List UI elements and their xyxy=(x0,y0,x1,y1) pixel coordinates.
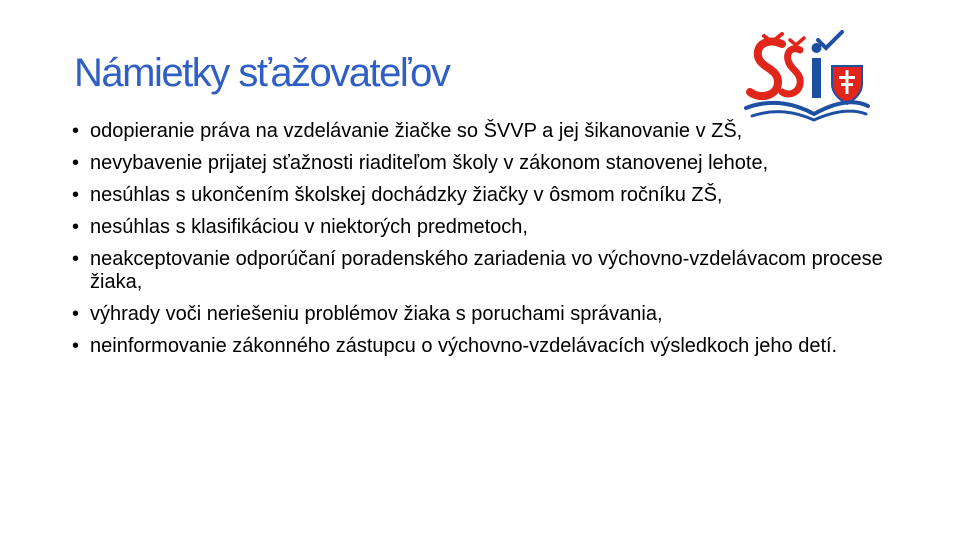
bullet-text: nesúhlas s ukončením školskej dochádzky žiačky v ôsmom ročníku ZŠ, xyxy=(90,184,723,206)
bullet-text: nevybavenie prijatej sťažnosti riaditeľom školy v zákonom stanovenej lehote, xyxy=(90,152,769,174)
bullet-item xyxy=(72,216,892,239)
bullet-text: nesúhlas s klasifikáciou v niektorých predmetoch, xyxy=(90,216,528,238)
state-school-inspection-logo-icon xyxy=(742,30,872,122)
bullet-item xyxy=(72,152,892,175)
bullet-marker: • xyxy=(72,303,80,325)
bullet-marker: • xyxy=(72,152,80,174)
bullet-marker: • xyxy=(72,216,80,238)
bullet-text: odopieranie práva na vzdelávanie žiačke so ŠVVP a jej šikanovanie v ZŠ, xyxy=(90,120,743,142)
bullet-item xyxy=(72,303,892,326)
bullet-text: výhrady voči neriešeniu problémov žiaka s poruchami správania, xyxy=(90,303,663,325)
bullet-item xyxy=(72,248,892,294)
bullet-item xyxy=(72,120,892,143)
bullet-text: neakceptovanie odporúčaní poradenského zariadenia vo výchovno-vzdelávacom procese žiaka, xyxy=(90,248,883,293)
bullet-marker: • xyxy=(72,248,80,270)
bullet-marker: • xyxy=(72,335,80,357)
bullet-text: neinformovanie zákonného zástupcu o výchovno-vzdelávacích výsledkoch jeho detí. xyxy=(90,335,838,357)
slide-title: Námietky sťažovateľov xyxy=(74,51,450,95)
bullet-list xyxy=(72,120,892,367)
bullet-item xyxy=(72,335,892,358)
bullet-marker: • xyxy=(72,184,80,206)
bullet-item xyxy=(72,184,892,207)
bullet-marker: • xyxy=(72,120,80,142)
